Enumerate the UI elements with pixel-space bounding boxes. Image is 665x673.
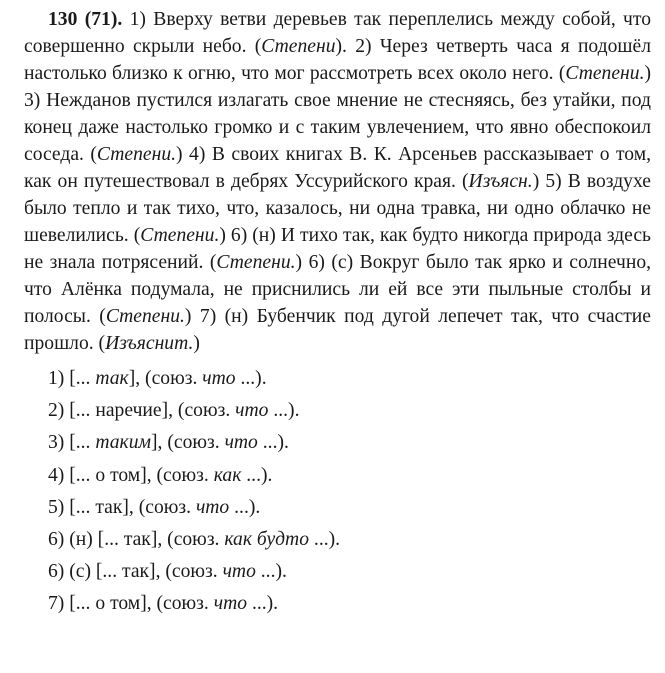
exercise-number: 130 (71). (48, 9, 123, 30)
sentence-5: 5) В воздухе было тепло и так тихо, что, казалось, ни одна травка, ни одно облачко не шевелились. (Степени.) (24, 171, 651, 246)
sentence-6s: 6) (с) Вокруг было так ярко и солнечно, что Алёнка подумала, не приснились ли ей все эти пыльные столбы и полосы. (Степени.) (24, 252, 652, 327)
sentence-7n: 7) (н) Бубенчик под дугой лепечет так, что счастие прошло. (Изъяснит.) (24, 306, 651, 354)
scheme-item: 6) (н) [... так], (союз. как будто ...). (48, 529, 341, 551)
scheme-item: 5) [... так], (союз. что ...). (48, 496, 261, 518)
sentence-2: 2) Через четверть часа я подошёл настолько близко к огню, что мог рассмотреть всех около него. (Степени.) (24, 36, 651, 84)
sentence-4: 4) В своих книгах В. К. Арсеньев рассказывает о том, как он путешествовал в дебрях Уссурийского края. (Изъясн.) (24, 144, 651, 192)
exercise-paragraph (24, 6, 651, 357)
scheme-item: 7) [... о том], (союз. что ...). (48, 593, 279, 615)
scheme-item: 6) (с) [... так], (союз. что ...). (48, 561, 287, 583)
scheme-item: 2) [... наречие], (союз. что ...). (48, 400, 300, 422)
sentence-1: 1) Вверху ветви деревьев так переплелись между собой, что совершенно скрыли небо. (Степени). (24, 9, 652, 57)
scheme-item: 1) [... так], (союз. что ...). (48, 368, 267, 389)
scheme-item: 4) [... о том], (союз. как ...). (48, 464, 273, 486)
sentence-6n: 6) (н) И тихо так, как будто никогда природа здесь не знала потрясений. (Степени.) (24, 225, 651, 273)
scheme-item: 3) [... таким], (союз. что ...). (48, 432, 289, 454)
scheme-list (24, 363, 651, 621)
sentence-3: 3) Нежданов пустился излагать свое мнение не стесняясь, без утайки, под конец даже настолько громко и с таким увлечением, что явно обеспокоил соседа. (Степени.) (24, 90, 651, 165)
